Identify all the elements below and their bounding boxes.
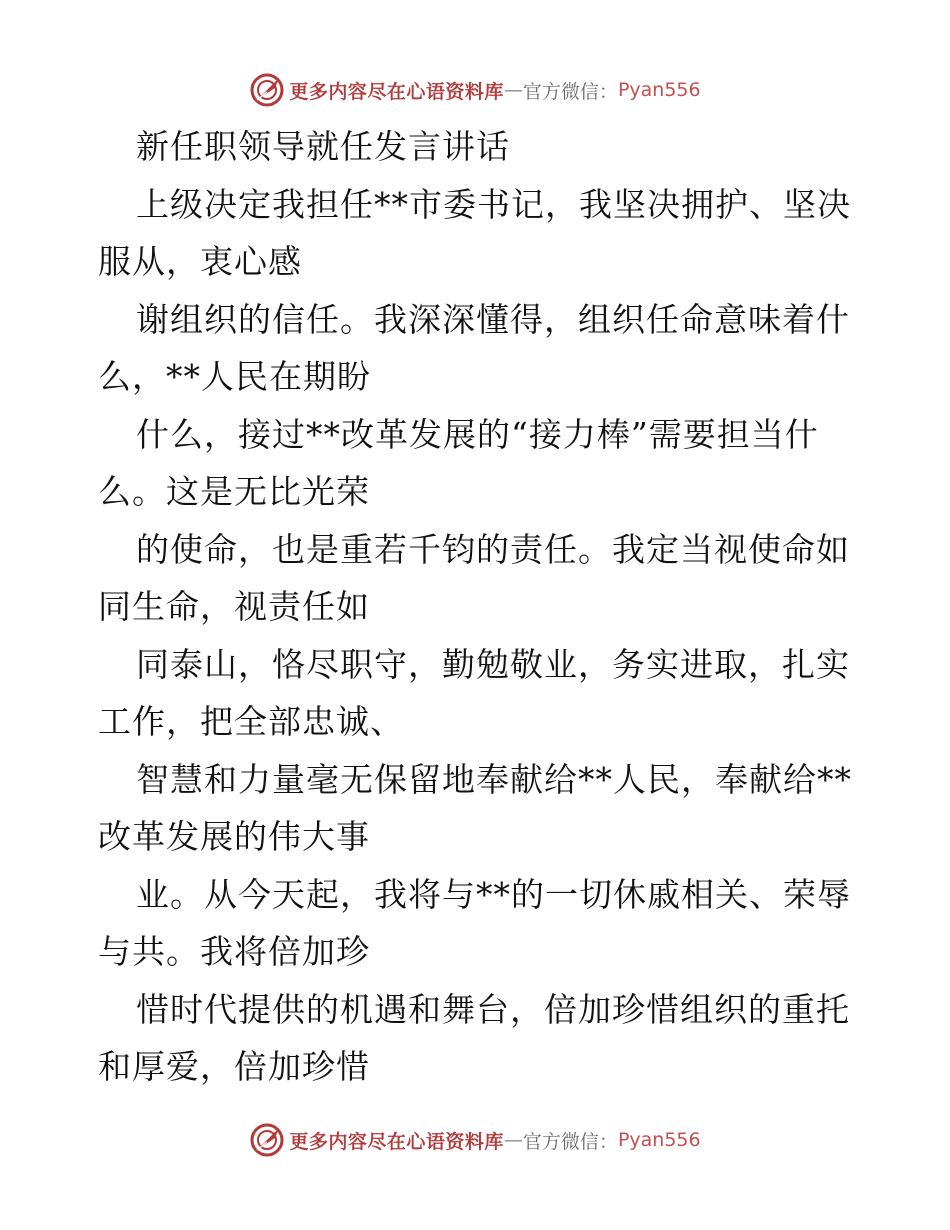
paragraph-line: 么，**人民在期盼 <box>98 357 371 396</box>
paragraph-line: 业。从今天起，我将与**的一切休戚相关、荣辱 <box>136 874 851 914</box>
paragraph-line: 工作，把全部忠诚、 <box>98 702 404 741</box>
paragraph-line: 么。这是无比光荣 <box>98 472 370 511</box>
paragraph-line: 与共。我将倍加珍 <box>98 932 370 971</box>
paragraph-line: 什么，接过**改革发展的“接力棒”需要担当什 <box>136 414 819 454</box>
footer-banner-separator: — <box>503 1129 523 1151</box>
paragraph-line: 上级决定我担任**市委书记，我坚决拥护、坚决 <box>136 184 851 224</box>
quill-logo-icon <box>249 1122 285 1158</box>
header-banner-wechat-label: 官方微信： <box>522 80 618 103</box>
document-body <box>98 118 858 1096</box>
quill-logo-icon <box>249 72 285 108</box>
document-title: 新任职领导就任发言讲话 <box>136 127 510 166</box>
paragraph-line: 同生命，视责任如 <box>98 587 370 626</box>
header-banner-wechat-id: Pyan556 <box>617 79 701 101</box>
paragraph-line: 智慧和力量毫无保留地奉献给**人民，奉献给** <box>136 759 852 799</box>
header-banner-text: 更多内容尽在心语资料库 <box>289 80 504 103</box>
footer-banner-wechat-label: 官方微信： <box>522 1130 618 1153</box>
paragraph-line: 的使命，也是重若千钧的责任。我定当视使命如 <box>136 529 850 569</box>
footer-banner <box>0 1120 950 1160</box>
header-banner <box>0 70 950 110</box>
header-banner-separator: — <box>503 79 523 101</box>
paragraph-line: 改革发展的伟大事 <box>98 817 370 856</box>
paragraph-line: 惜时代提供的机遇和舞台，倍加珍惜组织的重托 <box>136 989 850 1029</box>
paragraph-line: 和厚爱，倍加珍惜 <box>98 1047 370 1086</box>
footer-banner-text: 更多内容尽在心语资料库 <box>289 1130 504 1153</box>
paragraph-line: 同泰山，恪尽职守，勤勉敬业，务实进取，扎实 <box>136 644 850 684</box>
footer-banner-wechat-id: Pyan556 <box>617 1129 701 1151</box>
paragraph-line: 谢组织的信任。我深深懂得，组织任命意味着什 <box>136 299 850 339</box>
paragraph-line: 服从，衷心感 <box>98 242 302 281</box>
